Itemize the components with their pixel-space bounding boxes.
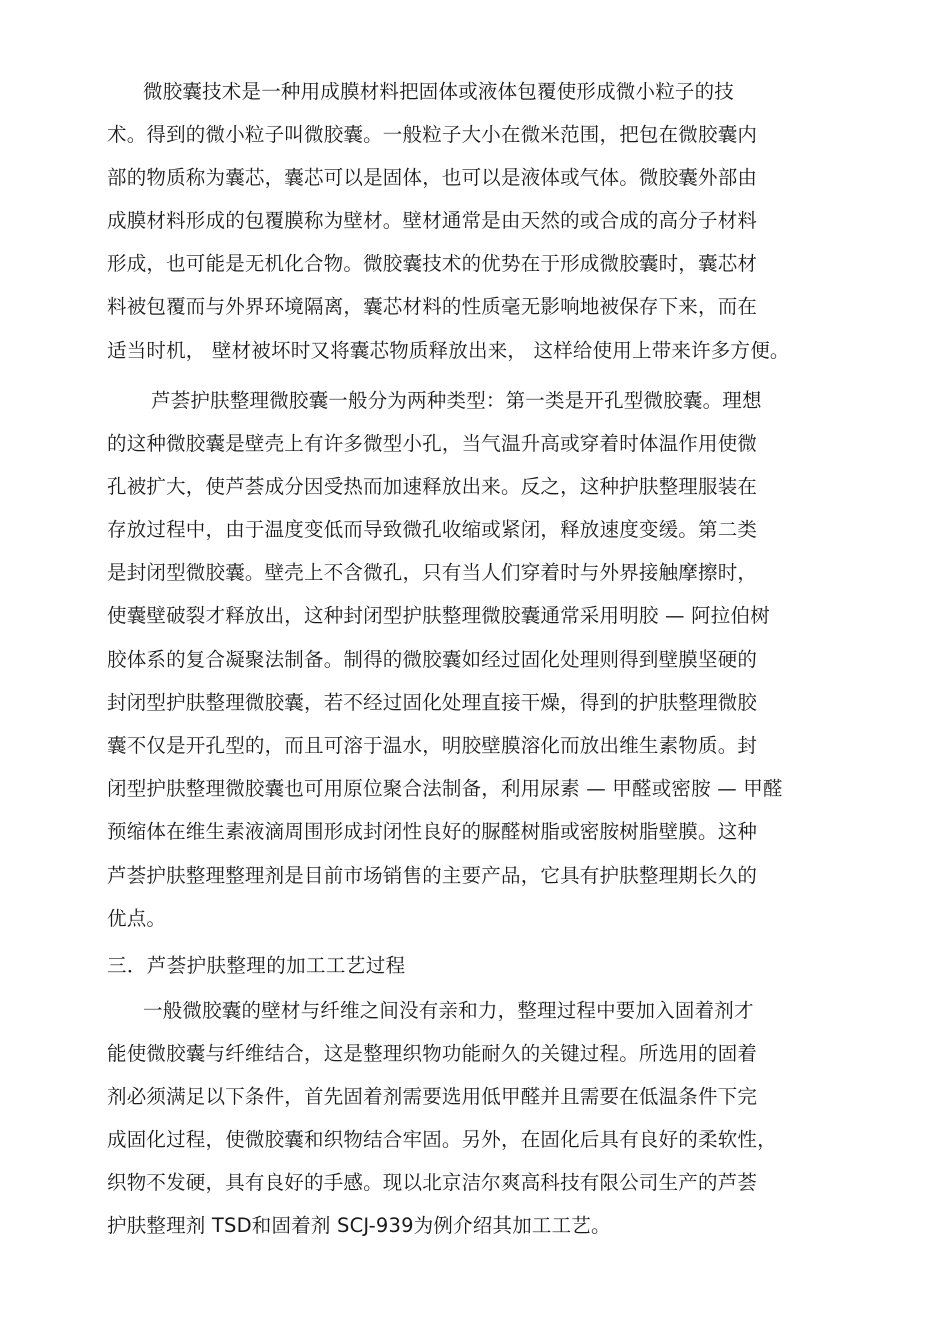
paragraph-line: 成固化过程，使微胶囊和织物结合牢固。另外，在固化后具有良好的柔软性， — [107, 1128, 777, 1151]
paragraph-line: 护肤整理剂 TSD和固着剂 SCJ-939为例介绍其加工工艺。 — [107, 1214, 611, 1237]
paragraph-line: 存放过程中，由于温度变低而导致微孔收缩或紧闭，释放速度变缓。第二类 — [107, 518, 758, 541]
paragraph-line: 芦荟护肤整理整理剂是目前市场销售的主要产品，它具有护肤整理期长久的 — [107, 864, 758, 887]
paragraph-line: 闭型护肤整理微胶囊也可用原位聚合法制备，利用尿素 — 甲醛或密胺 — 甲醛 — [107, 777, 783, 800]
paragraph-line: 成膜材料形成的包覆膜称为壁材。壁材通常是由天然的或合成的高分子材料 — [107, 209, 758, 232]
paragraph-line: 芦荟护肤整理微胶囊一般分为两种类型：第一类是开孔型微胶囊。理想 — [151, 389, 762, 412]
paragraph-line: 孔被扩大，使芦荟成分因受热而加速释放出来。反之，这种护肤整理服装在 — [107, 475, 758, 498]
paragraph-line: 剂必须满足以下条件，首先固着剂需要选用低甲醛并且需要在低温条件下完 — [107, 1085, 758, 1108]
paragraph-line: 囊不仅是开孔型的，而且可溶于温水，明胶壁膜溶化而放出维生素物质。封 — [107, 734, 758, 757]
paragraph-line: 能使微胶囊与纤维结合，这是整理织物功能耐久的关键过程。所选用的固着 — [107, 1042, 758, 1065]
paragraph-line: 一般微胶囊的壁材与纤维之间没有亲和力，整理过程中要加入固着剂才 — [143, 999, 754, 1022]
paragraph-line: 封闭型护肤整理微胶囊，若不经过固化处理直接干燥，得到的护肤整理微胶 — [107, 691, 758, 714]
paragraph-line: 使囊壁破裂才释放出，这种封闭型护肤整理微胶囊通常采用明胶 — 阿拉伯树 — [107, 604, 770, 627]
paragraph-line: 织物不发硬，具有良好的手感。现以北京洁尔爽高科技有限公司生产的芦荟 — [107, 1171, 758, 1194]
paragraph-line: 适当时机， 壁材被坏时又将囊芯物质释放出来， 这样给使用上带来许多方便。 — [107, 339, 790, 362]
paragraph-line: 预缩体在维生素液滴周围形成封闭性良好的脲醛树脂或密胺树脂壁膜。这种 — [107, 820, 758, 843]
paragraph-line: 是封闭型微胶囊。壁壳上不含微孔，只有当人们穿着时与外界接触摩擦时， — [107, 561, 758, 584]
paragraph-line: 的这种微胶囊是壁壳上有许多微型小孔，当气温升高或穿着时体温作用使微 — [107, 432, 758, 455]
paragraph-line: 术。得到的微小粒子叫微胶囊。一般粒子大小在微米范围，把包在微胶囊内 — [107, 123, 758, 146]
paragraph-line: 形成，也可能是无机化合物。微胶囊技术的优势在于形成微胶囊时，囊芯材 — [107, 252, 758, 275]
paragraph-line: 微胶囊技术是一种用成膜材料把固体或液体包覆使形成微小粒子的技 — [143, 80, 735, 103]
paragraph-line: 胶体系的复合凝聚法制备。制得的微胶囊如经过固化处理则得到壁膜坚硬的 — [107, 648, 758, 671]
section-heading: 三．芦荟护肤整理的加工工艺过程 — [107, 954, 406, 977]
paragraph-line: 部的物质称为囊芯，囊芯可以是固体，也可以是液体或气体。微胶囊外部由 — [107, 166, 758, 189]
paragraph-line: 优点。 — [107, 907, 167, 930]
paragraph-line: 料被包覆而与外界环境隔离，囊芯材料的性质毫无影响地被保存下来，而在 — [107, 295, 758, 318]
